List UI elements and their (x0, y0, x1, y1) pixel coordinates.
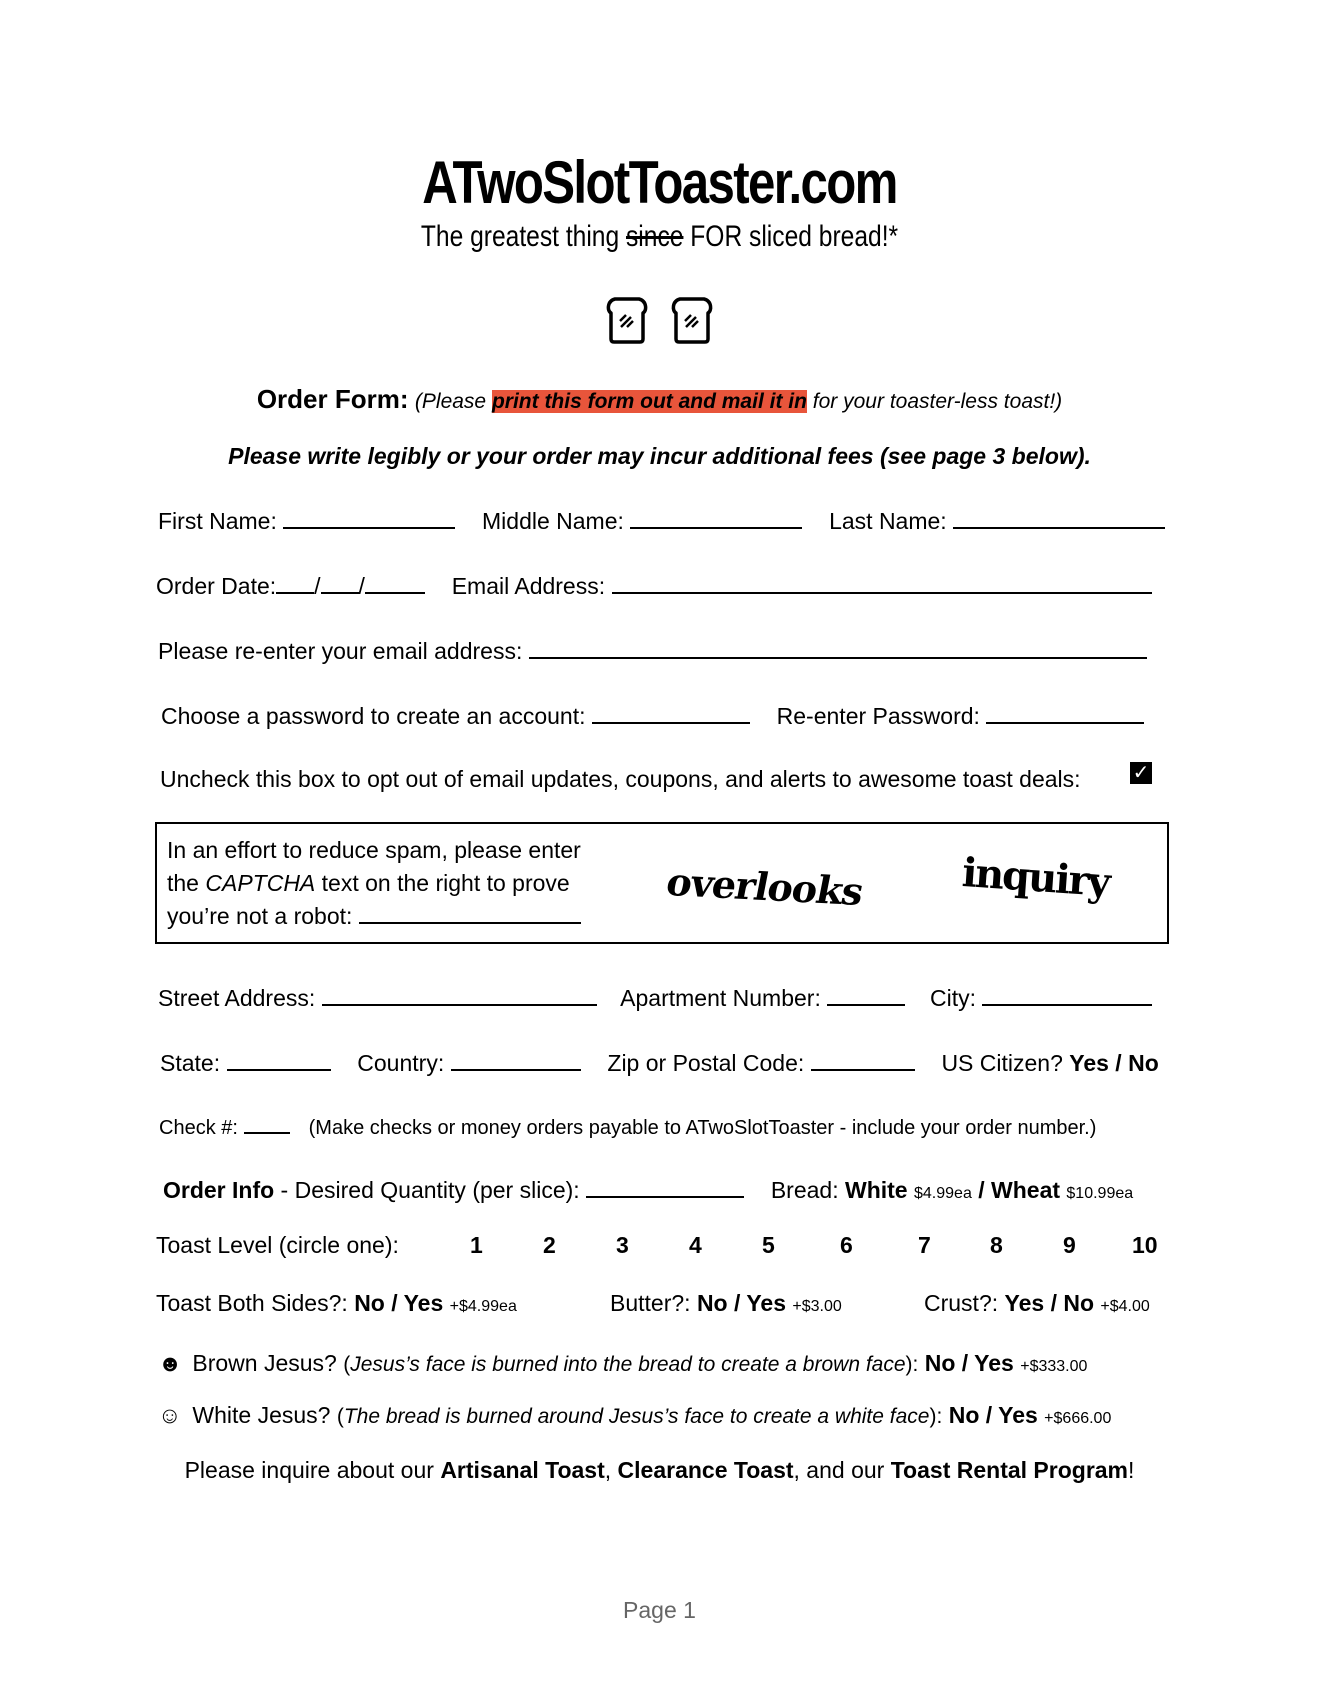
zip-label: Zip or Postal Code: (607, 1050, 805, 1076)
artisanal-toast: Artisanal Toast (440, 1457, 605, 1483)
date-email-row (156, 570, 1152, 600)
order-form-heading (0, 384, 1319, 415)
order-date-year[interactable] (365, 570, 425, 594)
check-row (159, 1114, 1096, 1140)
brown-jesus-label: Brown Jesus? (192, 1350, 337, 1376)
opt-out-label: Uncheck this box to opt out of email updates, coupons, and alerts to awesome toast deals: (160, 766, 1081, 792)
toast-level-label: Toast Level (circle one): (156, 1232, 399, 1258)
smiley-icon: ☺ (158, 1402, 182, 1428)
address-row (158, 982, 1152, 1012)
bread-white-price: $4.99ea (914, 1185, 972, 1202)
toast-level-8[interactable]: 8 (990, 1232, 1003, 1258)
site-title: ATwoSlotToaster.com (422, 149, 897, 216)
captcha-line2-post: text on the right to prove (315, 870, 570, 896)
toast-level-1[interactable]: 1 (470, 1232, 483, 1258)
country-field[interactable] (451, 1047, 581, 1071)
brown-jesus-desc: Jesus’s face is burned into the bread to create a brown face (350, 1353, 906, 1376)
street-field[interactable] (322, 982, 597, 1006)
password-field[interactable] (592, 700, 750, 724)
crust-label: Crust?: (924, 1290, 999, 1316)
bread-slash: / (971, 1177, 992, 1203)
bread-wheat-price: $10.99ea (1066, 1185, 1134, 1202)
email-field[interactable] (612, 570, 1152, 594)
brown-jesus-paren-close: ): (905, 1353, 919, 1376)
check-field[interactable] (244, 1114, 290, 1134)
order-form-note-pre: (Please (414, 390, 492, 413)
both-sides-options[interactable]: No / Yes (354, 1290, 444, 1316)
toast-level-9[interactable]: 9 (1063, 1232, 1076, 1258)
captcha-instructions (167, 834, 581, 933)
zip-field[interactable] (811, 1047, 915, 1071)
butter-options[interactable]: No / Yes (696, 1290, 787, 1316)
quantity-field[interactable] (586, 1174, 744, 1198)
toast-level-4[interactable]: 4 (689, 1232, 702, 1258)
captcha-line3 (167, 900, 581, 933)
white-jesus-paren-close: ): (929, 1405, 943, 1428)
check-label: Check #: (159, 1117, 238, 1139)
middle-name-label: Middle Name: (482, 508, 624, 534)
both-sides-label: Toast Both Sides?: (156, 1290, 348, 1316)
white-jesus-price: +$666.00 (1044, 1410, 1112, 1427)
opt-out-checkbox[interactable]: ✓ (1130, 762, 1152, 784)
captcha-word-2: inquiry (960, 848, 1111, 907)
apartment-label: Apartment Number: (620, 985, 821, 1011)
order-form-highlight: print this form out and mail it in (491, 390, 807, 413)
bread-label: Bread: (770, 1177, 839, 1203)
clearance-toast: Clearance Toast (617, 1457, 794, 1483)
brown-jesus-paren-open: ( (343, 1353, 351, 1376)
page-number: Page 1 (623, 1597, 696, 1623)
state-label: State: (160, 1050, 221, 1076)
email-label: Email Address: (451, 573, 606, 599)
butter-group (610, 1290, 842, 1317)
brown-jesus-options[interactable]: No / Yes (924, 1350, 1014, 1376)
captcha-line2-italic: CAPTCHA (205, 870, 316, 896)
middle-name-field[interactable] (630, 505, 802, 529)
order-info-dash: - (274, 1177, 295, 1203)
white-jesus-row (158, 1402, 1111, 1429)
toast-level-6[interactable]: 6 (840, 1232, 853, 1258)
quantity-label: Desired Quantity (per slice): (294, 1177, 580, 1203)
state-row (160, 1047, 1159, 1077)
toast-icon (670, 295, 714, 345)
order-info-row (163, 1174, 1133, 1204)
captcha-line2 (167, 867, 581, 900)
captcha-box (155, 822, 1169, 944)
crust-price: +$4.00 (1100, 1298, 1150, 1315)
captcha-word-1: overlooks (662, 859, 867, 914)
toast-level-3[interactable]: 3 (616, 1232, 629, 1258)
inquire-sep1: , (604, 1457, 618, 1483)
password-reenter-label: Re-enter Password: (776, 703, 980, 729)
brown-jesus-row (158, 1350, 1087, 1377)
date-separator: / (314, 573, 321, 599)
last-name-field[interactable] (953, 505, 1165, 529)
white-jesus-label: White Jesus? (192, 1402, 331, 1428)
crust-group (924, 1290, 1150, 1317)
order-form-note-post: for your toaster-less toast!) (806, 390, 1063, 413)
captcha-field[interactable] (359, 900, 581, 924)
toast-level-10[interactable]: 10 (1132, 1232, 1158, 1258)
order-date-month[interactable] (276, 570, 314, 594)
toast-icon (605, 295, 649, 345)
first-name-field[interactable] (283, 505, 455, 529)
password-reenter-field[interactable] (986, 700, 1144, 724)
date-separator: / (358, 573, 365, 599)
order-form-label: Order Form: (256, 384, 409, 414)
toast-level-2[interactable]: 2 (543, 1232, 556, 1258)
captcha-line1: In an effort to reduce spam, please enter (167, 837, 581, 863)
first-name-label: First Name: (158, 508, 277, 534)
bread-wheat-option[interactable]: Wheat (991, 1177, 1061, 1203)
city-field[interactable] (982, 982, 1152, 1006)
tagline (119, 220, 1201, 254)
citizen-label: US Citizen? (941, 1050, 1063, 1076)
tagline-strike: since (626, 220, 684, 253)
white-jesus-paren-open: ( (336, 1405, 344, 1428)
butter-price: +$3.00 (792, 1298, 842, 1315)
citizen-options[interactable]: Yes / No (1069, 1050, 1159, 1076)
order-date-day[interactable] (321, 570, 359, 594)
toast-icons (0, 295, 1319, 350)
inquire-line (0, 1457, 1319, 1484)
name-row (158, 505, 1165, 535)
inquire-end: ! (1128, 1457, 1135, 1483)
email-reenter-field[interactable] (529, 635, 1147, 659)
crust-options[interactable]: Yes / No (1004, 1290, 1095, 1316)
email-reenter-row (158, 635, 1147, 665)
both-sides-group (156, 1290, 517, 1317)
white-jesus-options[interactable]: No / Yes (948, 1402, 1038, 1428)
order-info-label: Order Info (163, 1177, 275, 1203)
inquire-sep2: , and our (793, 1457, 891, 1483)
captcha-line3-text: you’re not a robot: (167, 903, 353, 929)
toast-rental-program: Toast Rental Program (890, 1457, 1129, 1483)
inquire-pre: Please inquire about our (184, 1457, 441, 1483)
check-note: (Make checks or money orders payable to ATwoSlotToaster - include your order number.) (308, 1117, 1097, 1139)
tagline-pre: The greatest thing (420, 220, 627, 253)
brown-jesus-price: +$333.00 (1020, 1358, 1088, 1375)
email-reenter-label: Please re-enter your email address: (158, 638, 523, 664)
street-label: Street Address: (158, 985, 316, 1011)
last-name-label: Last Name: (829, 508, 947, 534)
password-label: Choose a password to create an account: (161, 703, 586, 729)
dark-smiley-icon: ☻ (158, 1350, 183, 1376)
toast-level-7[interactable]: 7 (918, 1232, 931, 1258)
state-field[interactable] (227, 1047, 331, 1071)
legibility-warning: Please write legibly or your order may incur additional fees (see page 3 below). (228, 443, 1091, 469)
butter-label: Butter?: (610, 1290, 691, 1316)
country-label: Country: (357, 1050, 445, 1076)
apartment-field[interactable] (827, 982, 905, 1006)
toast-level-options (0, 1232, 1319, 1262)
captcha-line2-pre: the (167, 870, 206, 896)
password-row (161, 700, 1144, 730)
tagline-post: FOR sliced bread!* (683, 220, 899, 253)
toast-level-5[interactable]: 5 (762, 1232, 775, 1258)
white-jesus-desc: The bread is burned around Jesus’s face to create a white face (343, 1405, 930, 1428)
bread-white-option[interactable]: White (845, 1177, 908, 1203)
both-sides-price: +$4.99ea (449, 1298, 517, 1315)
order-date-label: Order Date: (156, 573, 277, 599)
city-label: City: (930, 985, 977, 1011)
